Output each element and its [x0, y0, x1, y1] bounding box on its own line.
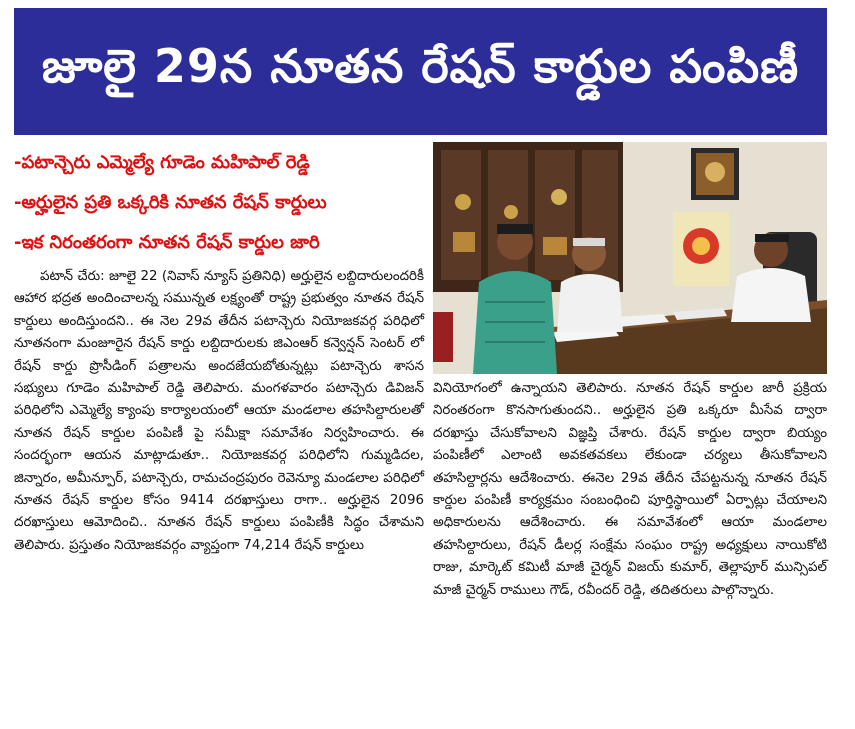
article-paragraph-left: పటాన్ చేరు: జూలై 22 (నివాస్ న్యూస్ ప్రతినిధి) అర్హులైన లబ్దిదారులందరికీ ఆహార భద్రత అందించాలన్న సమున్నత లక్ష్యంతో రాష్ట్ర ప్రభుత్వం నూతన రేషన్ కార్డులు అందిస్తుందని.. ఈ నెల 29వ తేదీన పటాన్చెరు నియోజకవర్గ పరిధిలో నూతనంగా మంజూరైన రేషన్ కార్డు లబ్దిదారులకు జిఎంఆర్ కన్వెన్షన్ సెంటర్ లో రేషన్ కార్డు ప్రొసీడింగ్ పత్రాలను అందజేయబోతున్నట్లు పటాన్చెరు శాసన సభ్యులు గూడెం మహిపాల్ రెడ్డి తెలిపారు. మంగళవారం పటాన్చెరు డివిజన్ పరిధిలోని ఎమ్మెల్యే క్యాంపు కార్యాలయంలో ఆయా మండలాల తహసిల్దారులతో నూతన రేషన్ కార్డుల పంపిణీ పై సమీక్షా సమావేశం నిర్వహించారు. ఈ సందర్భంగా ఆయన మాట్లాడుతూ.. నియోజకవర్గ పరిధిలోని గుమ్మడిదల, జిన్నారం, అమీన్పూర్, పటాన్చెరు, రామచంద్రపురం రెవెన్యూ మండలాల పరిధిలో నూతన రేషన్ కార్డుల కోసం 9414 దరఖాస్తులు రాగా.. అర్హులైన 2096 దరఖాస్తులు ఆమోదించి.. నూతన రేషన్ కార్డులు పంపిణీకి సిద్ధం చేశామని తెలిపారు. ప్రస్తుతం నియోజకవర్గం వ్యాప్తంగా 74,214 రేషన్ కార్డులు	[14, 269, 424, 553]
article-paragraph-right: వినియోగంలో ఉన్నాయని తెలిపారు. నూతన రేషన్ కార్డుల జారీ ప్రక్రియ నిరంతరంగా కొనసాగుతుందని.. అర్హులైన ప్రతి ఒక్కరూ మీసేవ ద్వారా దరఖాస్తు చేసుకోవాలని విజ్ఞప్తి చేశారు. రేషన్ కార్డుల ద్వారా బియ్యం పంపిణీలో ఎలాంటి అవకతవకలు లేకుండా చర్యలు తీసుకోవాలని తహసిల్దార్లను ఆదేశించారు. ఈనెల 29వ తేదీన చేపట్టనున్న నూతన రేషన్ కార్డుల పంపిణీ కార్యక్రమం సంబంధించి పూర్తిస్థాయిలో ఏర్పాట్లు చేయాలని అధికారులను ఆదేశించారు. ఈ సమావేశంలో ఆయా మండలాల తహసిల్దారులు, రేషన్ డీలర్ల సంక్షేమ సంఘం రాష్ట్ర అధ్యక్షులు నాయికోటి రాజు, మార్కెట్ కమిటీ మాజీ చైర్మన్ విజయ్ కుమార్, తెల్లాపూర్ మున్సిపల్ మాజీ చైర్మన్ రాములు గౌడ్, రవీందర్ రెడ్డి, తదితరులు పాల్గొన్నారు.	[433, 381, 827, 598]
meeting-photo-illustration	[433, 142, 827, 374]
news-photo	[433, 142, 827, 374]
subheadings	[14, 143, 424, 263]
article-column-right	[433, 378, 827, 602]
subhead-1: -పటాన్చెరు ఎమ్మెల్యే గూడెం మహిపాల్ రెడ్డి	[14, 152, 310, 173]
headline-banner	[14, 8, 827, 135]
article-column-left	[14, 266, 424, 557]
subhead-2: -అర్హులైన ప్రతి ఒక్కరికి నూతన రేషన్ కార్డులు	[14, 192, 327, 213]
subhead-3: -ఇక నిరంతరంగా నూతన రేషన్ కార్డుల జారి	[14, 232, 320, 253]
headline-title: జూలై 29న నూతన రేషన్ కార్డుల పంపిణీ	[41, 38, 800, 93]
